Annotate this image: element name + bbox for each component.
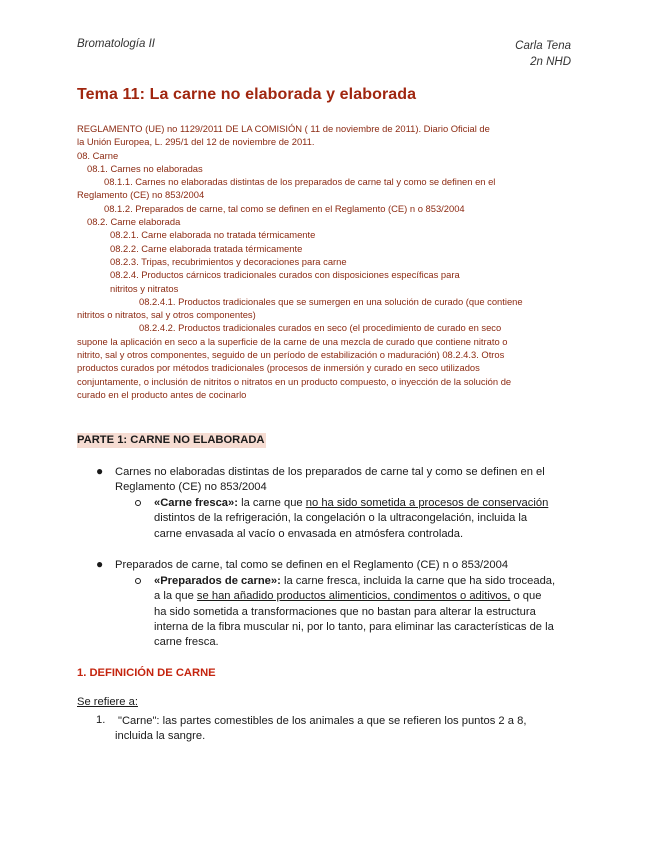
header-author-name: Carla Tena <box>515 40 571 52</box>
definition-heading: 1. DEFINICIÓN DE CARNE <box>77 667 216 679</box>
definition-item-line: incluida la sangre. <box>115 730 206 743</box>
sub-bullet-2-line <box>154 574 594 589</box>
bullet-1-line: Carnes no elaboradas distintas de los preparados de carne tal y como se definen en el <box>115 466 545 478</box>
category-08-2: 08.2. Carne elaborada <box>87 216 181 228</box>
sub-bullet-2-rest: la carne fresca, incluida la carne que ha sido troceada, <box>280 575 556 587</box>
regulation-block <box>77 122 577 401</box>
part1-heading: PARTE 1: CARNE NO ELABORADA <box>77 434 265 446</box>
definition-intro: Se refiere a: <box>77 696 138 708</box>
category-08-2-4-2-cont: nitrito, sal y otros componentes, seguido de un período de estabilización o maduración) 08.2.4.3. Otros <box>77 349 505 361</box>
sub-bullet-2-line: carne fresca. <box>154 636 219 649</box>
category-08-1: 08.1. Carnes no elaboradas <box>87 162 203 174</box>
header-author <box>515 38 571 70</box>
category-08-2-4-2-cont: conjuntamente, o inclusión de nitritos o nitratos en un producto compuesto, o inyección de la solución de <box>77 375 512 387</box>
category-08-2-4: 08.2.4. Productos cárnicos tradicionales curados con disposiciones específicas para <box>110 269 460 281</box>
regulation-line: REGLAMENTO (UE) no 1129/2011 DE LA COMISIÓN ( 11 de noviembre de 2011). Diario Oficial de <box>77 123 490 134</box>
header-author-group: 2n NHD <box>530 56 571 68</box>
sub-bullet-1-underlined: no ha sido sometida a procesos de conservación <box>305 497 549 509</box>
category-08-2-4-1: 08.2.4.1. Productos tradicionales que se sumergen en una solución de curado (que contiene <box>139 295 523 307</box>
sub-bullet-2-line: interna de la fibra muscular ni, por lo tanto, para eliminar las características de la <box>154 620 554 633</box>
category-08-1-1: 08.1.1. Carnes no elaboradas distintas de los preparados de carne tal y como se definen en el <box>104 176 496 188</box>
bullet-2-line: Preparados de carne, tal como se definen en el Reglamento (CE) n o 853/2004 <box>115 559 509 571</box>
category-08-2-3: 08.2.3. Tripas, recubrimientos y decoraciones para carne <box>110 255 347 267</box>
sub-bullet-circle <box>135 500 141 506</box>
definition-item-line: "Carne": las partes comestibles de los animales a que se refieren los puntos 2 a 8, <box>118 715 527 727</box>
sub-bullet-2-pre: a la que <box>154 590 197 603</box>
sub-bullet-2-text <box>154 574 594 650</box>
category-08-2-4-1-cont: nitritos o nitratos, sal y otros componentes) <box>77 309 256 321</box>
page-title: Tema 11: La carne no elaborada y elaborada <box>77 86 417 103</box>
category-08-2-4-2: 08.2.4.2. Productos tradicionales curados en seco (el procedimiento de curado en seco <box>139 322 502 334</box>
bullet-1-line: Reglamento (CE) no 853/2004 <box>115 481 267 494</box>
sub-bullet-2-line: ha sido sometida a transformaciones que no bastan para alterar la estructura <box>154 605 536 618</box>
sub-bullet-1-text <box>154 496 594 542</box>
sub-bullet-2-line <box>154 589 594 604</box>
sub-bullet-2-underlined: se han añadido productos alimenticios, condimentos o aditivos, <box>196 590 511 603</box>
category-08-2-4-2-cont: curado en el producto antes de cocinarlo <box>77 388 247 400</box>
category-08: 08. Carne <box>77 149 119 161</box>
bullet-dot: ● <box>96 464 104 478</box>
category-08-2-4-cont: nitritos y nitratos <box>110 282 179 294</box>
category-08-1-1-cont: Reglamento (CE) no 853/2004 <box>77 189 205 201</box>
category-08-2-4-2-cont: productos curados por métodos tradicionales (procesos de inmersión y curado en seco utilizados <box>77 362 480 374</box>
category-08-2-1: 08.2.1. Carne elaborada no tratada térmicamente <box>110 229 316 241</box>
category-08-2-2: 08.2.2. Carne elaborada tratada térmicamente <box>110 242 303 254</box>
term-carne-fresca: «Carne fresca»: <box>154 497 238 509</box>
bullet-dot: ● <box>96 557 104 571</box>
sub-bullet-2-post: o que <box>510 590 542 603</box>
term-preparados-de-carne: «Preparados de carne»: <box>154 575 281 587</box>
sub-bullet-1-line: distintos de la refrigeración, la congelación o la ultracongelación, incluida la <box>154 512 528 525</box>
bullet-1-text <box>115 465 585 496</box>
header-course: Bromatología II <box>77 38 155 50</box>
sub-bullet-1-pre: la carne que <box>237 497 306 509</box>
sub-bullet-1-line <box>154 496 594 511</box>
list-number: 1. <box>96 714 106 726</box>
sub-bullet-circle <box>135 578 141 584</box>
definition-item-text <box>115 714 585 745</box>
regulation-line: la Unión Europea, L. 295/1 del 12 de noviembre de 2011. <box>77 136 315 148</box>
category-08-2-4-2-cont: supone la aplicación en seco a la superficie de la carne de una mezcla de curado que contiene nitrato o <box>77 335 508 347</box>
bullet-2-text <box>115 558 585 573</box>
category-08-1-2: 08.1.2. Preparados de carne, tal como se definen en el Reglamento (CE) n o 853/2004 <box>104 202 465 214</box>
sub-bullet-1-line: carne envasada al vacío o envasada en atmósfera controlada. <box>154 527 464 540</box>
